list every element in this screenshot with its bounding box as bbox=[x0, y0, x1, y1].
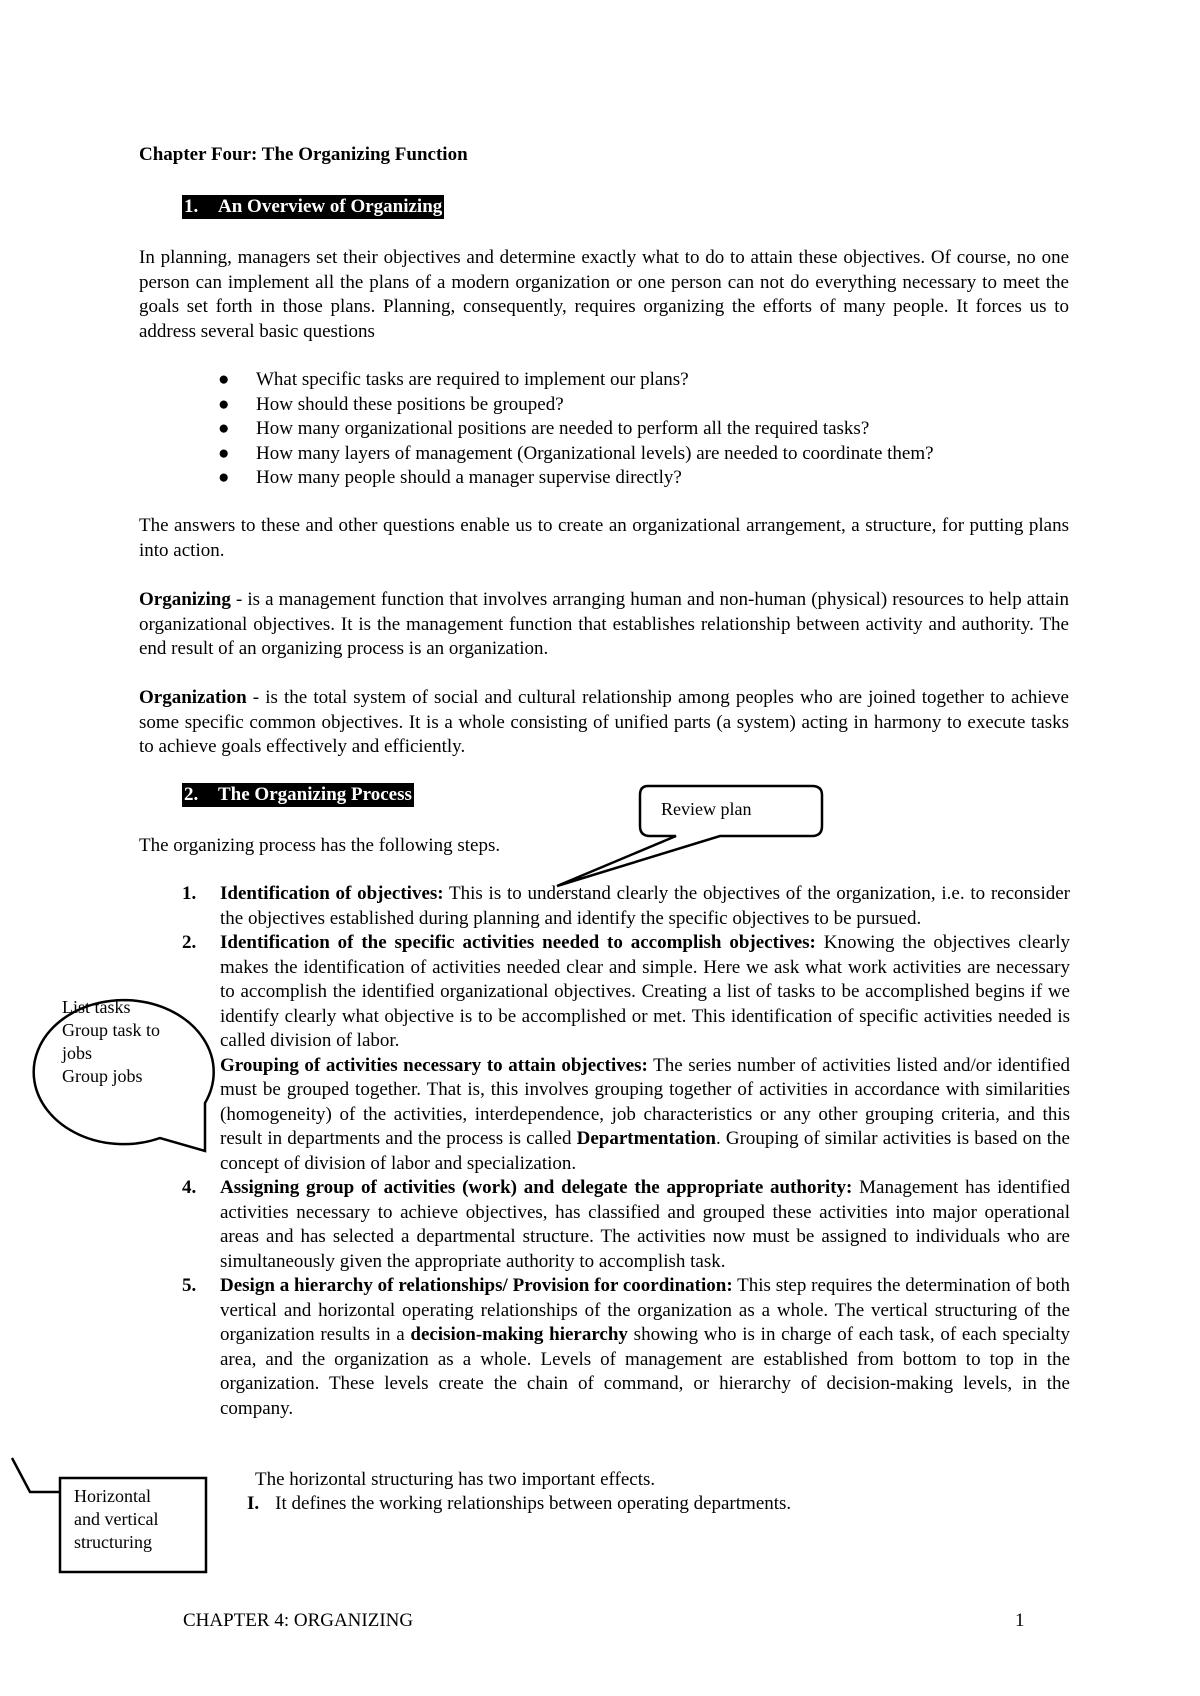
step-term: Departmentation bbox=[576, 1128, 716, 1149]
question-text: How many layers of management (Organizational levels) are needed to coordinate them? bbox=[256, 442, 934, 464]
answers-paragraph: The answers to these and other questions enable us to create an organizational arrangement, a structure, for putting plans into action. bbox=[139, 515, 1069, 561]
horizontal-intro: The horizontal structuring has two important effects. bbox=[255, 1469, 656, 1490]
footer-chapter-label: CHAPTER 4: ORGANIZING bbox=[183, 1610, 414, 1631]
step-heading: Identification of the specific activities needed to accomplish objectives: bbox=[220, 932, 816, 953]
effect-number: I. bbox=[247, 1493, 260, 1514]
organizing-term: Organizing bbox=[139, 589, 231, 610]
callout-line: and vertical bbox=[74, 1509, 159, 1529]
bullet-icon: ● bbox=[218, 369, 230, 390]
question-text: How many people should a manager supervise directly? bbox=[256, 467, 682, 488]
step-number: 2. bbox=[182, 932, 197, 953]
chapter-title: Chapter Four: The Organizing Function bbox=[139, 144, 468, 165]
section-number: 1. bbox=[184, 196, 199, 217]
section-number: 2. bbox=[184, 784, 199, 805]
list-tasks-callout-text bbox=[62, 996, 160, 1088]
callout-line: Group jobs bbox=[62, 1066, 143, 1086]
step-heading: Design a hierarchy of relationships/ Provision for coordination: bbox=[220, 1275, 733, 1296]
bullet-icon: ● bbox=[218, 467, 230, 488]
step-text: . Grouping of similar activities is based on the concept of division of labor and specialization. bbox=[220, 1128, 1070, 1174]
question-text: How should these positions be grouped? bbox=[256, 393, 564, 415]
callout-line: jobs bbox=[62, 1043, 93, 1063]
organization-def-text: - is the total system of social and cultural relationship among peoples who are joined together to achieve some specific common objectives. It is a whole consisting of unified parts (a system) acting in harmony to execute tasks to achieve goals effectively and efficiently. bbox=[139, 687, 1069, 757]
step-number: 1. bbox=[182, 883, 197, 904]
section-title: The Organizing Process bbox=[218, 784, 412, 805]
step-term: decision-making hierarchy bbox=[410, 1324, 628, 1345]
review-plan-callout-text: Review plan bbox=[661, 799, 752, 819]
step-heading: Identification of objectives: bbox=[220, 883, 444, 904]
step-text: Management has identified activities necessary to achieve objectives, has classified and grouped these activities into major operational areas and has selected a departmental structure. The activities now must be assigned to individuals who are simultaneously given the appropriate authority to accomplish task. bbox=[220, 1177, 1070, 1272]
bullet-icon: ● bbox=[218, 418, 230, 439]
step-heading: Assigning group of activities (work) and delegate the appropriate authority: bbox=[220, 1177, 853, 1198]
question-text: How many organizational positions are needed to perform all the required tasks? bbox=[256, 418, 870, 439]
step-number: 5. bbox=[182, 1275, 197, 1296]
section-title: An Overview of Organizing bbox=[218, 196, 443, 217]
bullet-icon: ● bbox=[218, 442, 230, 464]
step-number: 4. bbox=[182, 1177, 197, 1198]
effect-text: It defines the working relationships between operating departments. bbox=[275, 1493, 792, 1514]
horizontal-vertical-callout-pointer bbox=[12, 1458, 60, 1492]
step-text: The series number of activities listed and/or identified must be grouped together. That is, this involves grouping together of activities in accordance with similarities (homogeneity) of the activities, interdependence, job characteristics or any other grouping criteria, and this result in departments and the process is called bbox=[220, 1054, 1070, 1149]
step-heading: Grouping of activities necessary to attain objectives: bbox=[220, 1054, 648, 1076]
step-text: showing who is in charge of each task, of each specialty area, and the organization as a whole. Levels of management are established from bottom to top in the organization. These levels create the chain of command, or hierarchy of decision-making levels, in the company. bbox=[220, 1324, 1070, 1419]
intro-paragraph: In planning, managers set their objectives and determine exactly what to do to attain these objectives. Of course, no one person can implement all the plans of a modern organization or one person can not do everything necessary to meet the goals set forth in those plans. Planning, consequently, requires organizing the efforts of many people. It forces us to address several basic questions bbox=[139, 247, 1069, 342]
organization-term: Organization bbox=[139, 687, 247, 708]
step-text: This is to understand clearly the objectives of the organization, i.e. to reconsider the objectives established during planning and identify the specific objectives to be pursued. bbox=[220, 883, 1070, 929]
question-text: What specific tasks are required to implement our plans? bbox=[256, 369, 689, 390]
callout-line: List tasks bbox=[62, 997, 131, 1017]
page-number: 1 bbox=[1015, 1610, 1025, 1631]
step-text: Knowing the objectives clearly makes the identification of activities needed clear and simple. Here we ask what work activities are necessary to accomplish the identified organizational objectives. Creating a list of tasks to be accomplished begins if we identify clearly what objective is to be accomplished or met. This identification of specific activities needed is called division of labor. bbox=[220, 932, 1070, 1051]
organizing-def-text: - is a management function that involves arranging human and non-human (physical) resources to help attain organizational objectives. It is the management function that establishes relationship between activity and authority. The end result of an organizing process is an organization. bbox=[139, 589, 1069, 659]
process-intro: The organizing process has the following steps. bbox=[139, 835, 501, 856]
callout-line: Horizontal bbox=[74, 1486, 151, 1506]
bullet-icon: ● bbox=[218, 393, 230, 415]
step-text: This step requires the determination of both vertical and horizontal operating relationships of the organization as a whole. The vertical structuring of the organization results in a bbox=[220, 1275, 1070, 1345]
callout-line: structuring bbox=[74, 1532, 152, 1552]
horizontal-vertical-callout-text bbox=[74, 1485, 158, 1554]
callout-line: Group task to bbox=[62, 1020, 160, 1040]
